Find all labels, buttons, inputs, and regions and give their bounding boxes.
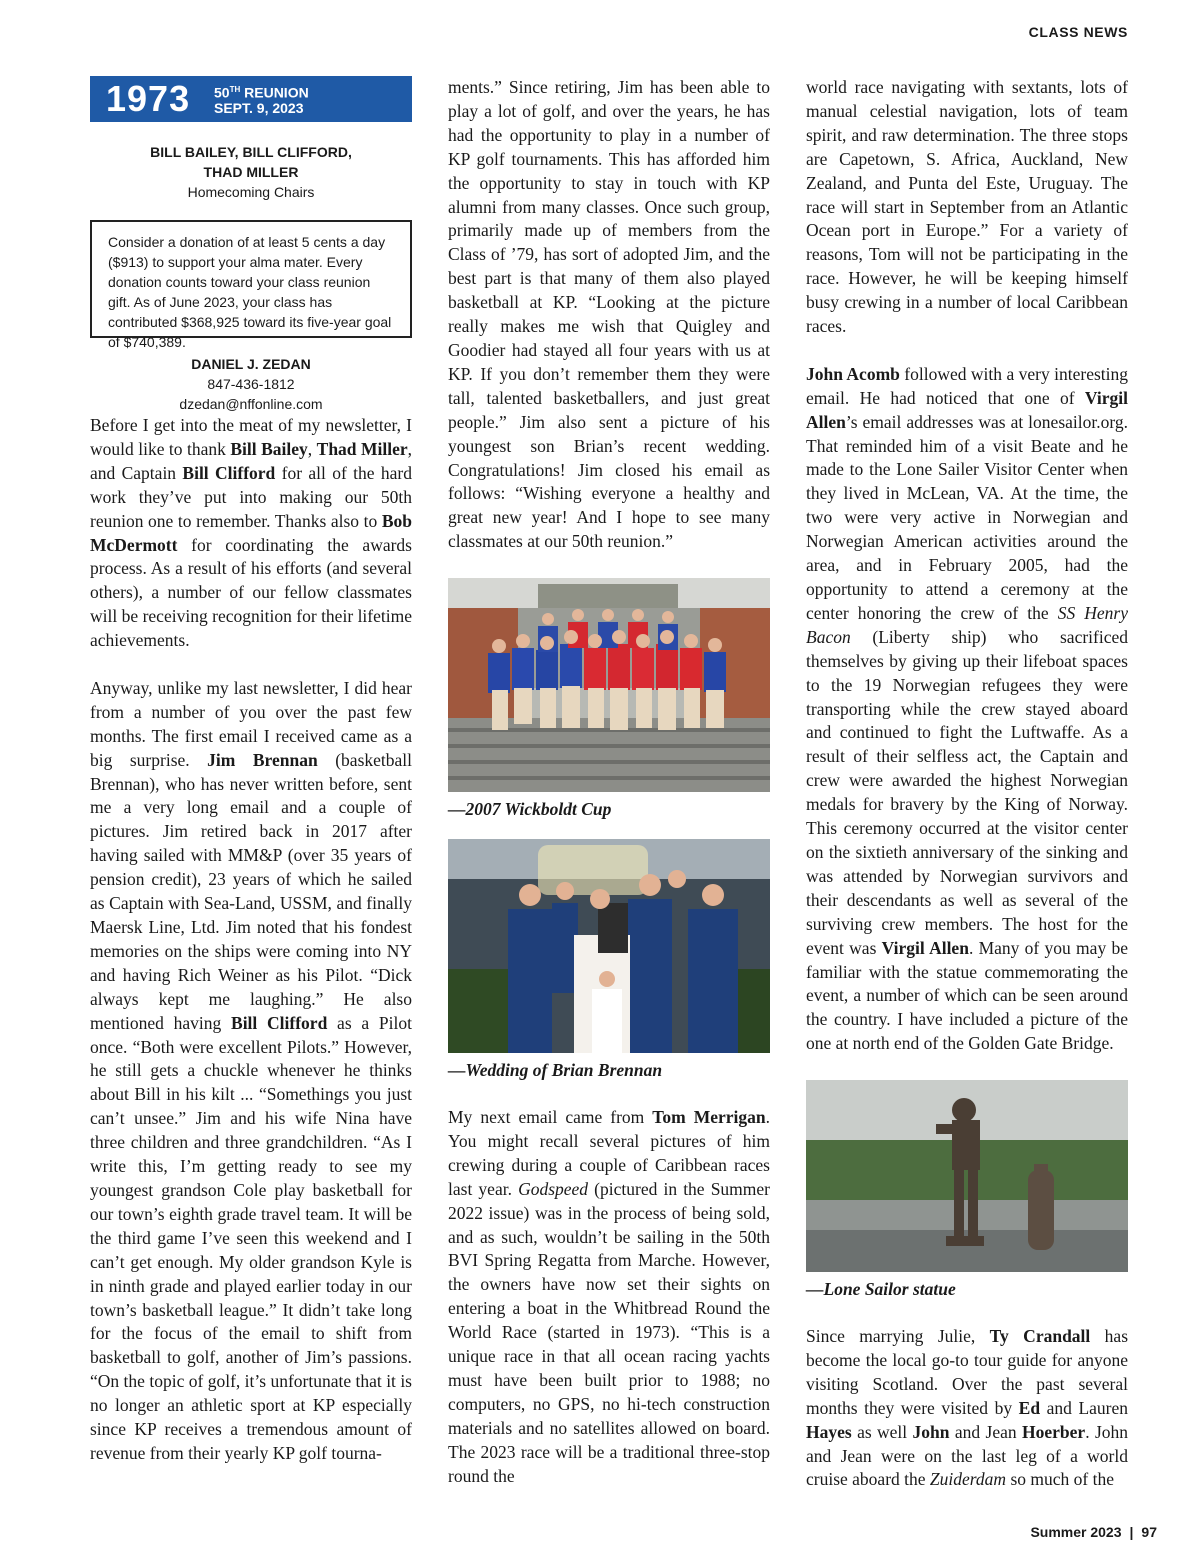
wedding-image bbox=[448, 839, 770, 1053]
class-correspondent bbox=[90, 354, 412, 414]
paragraph: Before I get into the meat of my newsletter, I would like to thank Bill Bailey, Thad Miller, and Captain Bill Clifford for all of the hard work they’ve put into making our 50th reunion one to remember. Thanks also to Bob McDermott for coordinating the awards process. As a result of his efforts (and several others), a number of our fellow classmates will be receiving recognition for their lifetime achievements. bbox=[90, 415, 413, 651]
correspondent-phone: 847-436-1812 bbox=[207, 376, 295, 392]
article-body-col3 bbox=[806, 76, 1128, 1056]
page-footer bbox=[1030, 1524, 1157, 1540]
paragraph: John Acomb followed with a very interesting email. He had noticed that one of Virgil Allen’s email addresses was at lonesailor.org. That reminded him of a visit Beate and he made to the Lone Sailer Visitor Center when they lived in McLean, VA. At the time, the two were very active in Norwegian and Norwegian American activities around the area, and in February 2005, had the opportunity to attend a ceremony at the center honoring the crew of the SS Henry Bacon (Liberty ship) who sacrificed themselves by giving up their lifeboat spaces to the 19 Norwegian refugees they were transporting while the crew stayed aboard and continued to fight the Luftwaffe. As a result of their selfless act, the Captain and crew were awarded the highest Norwegian medals for bravery by the King of Norway. This ceremony occurred at the visitor center on the sixtieth anniversary of the sinking and was attended by Norwegian survivors and their descendants as well as several of the surviving crew members. The host for the event was Virgil Allen. Many of you may be familiar with the statue commemorating the event, a number of which can be seen around the country. I have included a picture of the one at north end of the Golden Gate Bridge. bbox=[806, 363, 1129, 1054]
wedding-photo-caption: —Wedding of Brian Brennan bbox=[448, 1060, 663, 1081]
paragraph: Anyway, unlike my last newsletter, I did hear from a number of you over the past few months. The first email I received came as a big surprise. Jim Brennan (basketball Brennan), who has never written before, sent me a very long email and a couple of pictures. Jim retired back in 2017 after having sailed with MM&P (over 35 years of pension credit), 23 years of which he sailed as Captain with Sea-Land, USSM, and finally Maersk Line, Ltd. Jim noted that his fondest memories on the ships were coming into NY and having Rich Weiner as his Pilot. “Dick always kept me laughing.” He also mentioned having Bill Clifford as a Pilot once. “Both were excellent Pilots.” However, he still gets a chuckle whenever he thinks about Bill in his kilt ... “Somethings you just can’t unsee.” Jim and his wife Nina have three children and three grandchildren. “As I write this, I’m getting ready to see my youngest grandson Cole play basketball for our town’s eighth grade travel team. It will be the third game I’ve seen this weekend and I can’t get enough. My older grandson Kyle is in ninth grade and played earlier today in our town’s basketball league.” It didn’t take long for the focus of the email to shift from basketball to golf, another of Jim’s passions. “On the topic of golf, it’s unfortunate that it is no longer an athletic sport at KP especially since KP receives a tremendous amount of revenue from their yearly KP golf tourna- bbox=[90, 677, 413, 1463]
correspondent-email[interactable]: dzedan@nffonline.com bbox=[179, 396, 323, 412]
column-2 bbox=[448, 76, 770, 1512]
chairs-role: Homecoming Chairs bbox=[187, 184, 315, 200]
article-body-col3b bbox=[806, 1325, 1128, 1492]
paragraph: Since marrying Julie, Ty Crandall has become the local go-to tour guide for anyone visiting Scotland. Over the past several months they were visited by Ed and Lauren Hayes as well John and Jean Hoerber. John and Jean were on the last leg of a world cruise aboard the Zuiderdam so much of the bbox=[806, 1326, 1129, 1490]
chairs-names-2: THAD MILLER bbox=[203, 164, 299, 180]
lone-sailor-image bbox=[806, 1080, 1128, 1272]
column-1 bbox=[90, 76, 412, 1490]
statue-photo-caption: —Lone Sailor statue bbox=[806, 1279, 956, 1300]
issue-label: Summer 2023 bbox=[1030, 1524, 1122, 1540]
reunion-banner bbox=[90, 76, 412, 122]
correspondent-name: DANIEL J. ZEDAN bbox=[191, 356, 311, 372]
reunion-label: REUNION bbox=[244, 84, 309, 101]
golf-group-photo bbox=[448, 578, 770, 792]
donation-box: Consider a donation of at least 5 cents a day ($913) to support your alma mater. Every donation counts toward your class reunion gift. As of June 2023, your class has contributed $368,925 toward its five-year goal of $740,389. bbox=[90, 220, 412, 338]
reunion-suffix: TH bbox=[229, 84, 241, 94]
reunion-number: 50 bbox=[214, 84, 230, 101]
column-3 bbox=[806, 76, 1128, 1516]
page-number: 97 bbox=[1141, 1524, 1157, 1540]
paragraph: world race navigating with sextants, lots of manual celestial navigation, lots of team spirit, and raw determination. The three stops are Capetown, S. Africa, Auckland, New Zealand, and Punta del Este, Uruguay. The race will start in September from an Atlantic Ocean port in Europe.” For a variety of reasons, Tom will not be participating in the race. However, he will be keeping himself busy crewing in a number of local Caribbean races. bbox=[806, 77, 1128, 337]
lone-sailor-photo bbox=[806, 1080, 1128, 1272]
footer-separator: | bbox=[1129, 1524, 1134, 1540]
homecoming-chairs bbox=[90, 142, 412, 202]
wedding-photo bbox=[448, 839, 770, 1053]
paragraph: My next email came from Tom Merrigan. You might recall several pictures of him crewing during a couple of Caribbean races last year. Godspeed (pictured in the Summer 2022 issue) was in the process of being sold, and as such, wouldn’t be sailing in the 50th BVI Spring Regatta from Marche. However, the owners have now set their sights on entering a boat in the Whitbread Round the World Race (started in 1973). “This is a unique race in that all ocean racing yachts must have been built prior to 1988; no computers, no GPS, no hi-tech construction materials and no satellites allowed on board. The 2023 race will be a traditional three-stop round the bbox=[448, 1107, 770, 1486]
article-body-col2b bbox=[448, 1106, 770, 1489]
reunion-date: SEPT. 9, 2023 bbox=[214, 100, 304, 117]
section-title: CLASS NEWS bbox=[1028, 24, 1128, 40]
reunion-details bbox=[206, 82, 309, 117]
golf-group-image bbox=[448, 578, 770, 792]
article-body-col2 bbox=[448, 76, 770, 554]
class-year: 1973 bbox=[106, 78, 191, 119]
article-body-col1 bbox=[90, 414, 412, 1466]
chairs-names-1: BILL BAILEY, BILL CLIFFORD, bbox=[150, 144, 352, 160]
golf-photo-caption: —2007 Wickboldt Cup bbox=[448, 799, 612, 820]
paragraph: ments.” Since retiring, Jim has been able to play a lot of golf, and over the years, he has had the opportunity to play in a number of KP golf tournaments. This has afforded him the opportunity to stay in touch with KP alumni from many classes. Once such group, primarily made up of members from the Class of ’79, has sort of adopted Jim, and the best part is that many of them also played basketball at KP. “Looking at the picture really makes me wish that Quigley and Goodier had stayed all four years with us at KP. If you don’t remember them they were tall, talented basketballers, and just great people.” Jim also sent a picture of his youngest son Brian’s recent wedding. Congratulations! Jim closed his email as follows: “Wishing everyone a healthy and great new year! And I hope to see many classmates at our 50th reunion.” bbox=[448, 77, 770, 552]
